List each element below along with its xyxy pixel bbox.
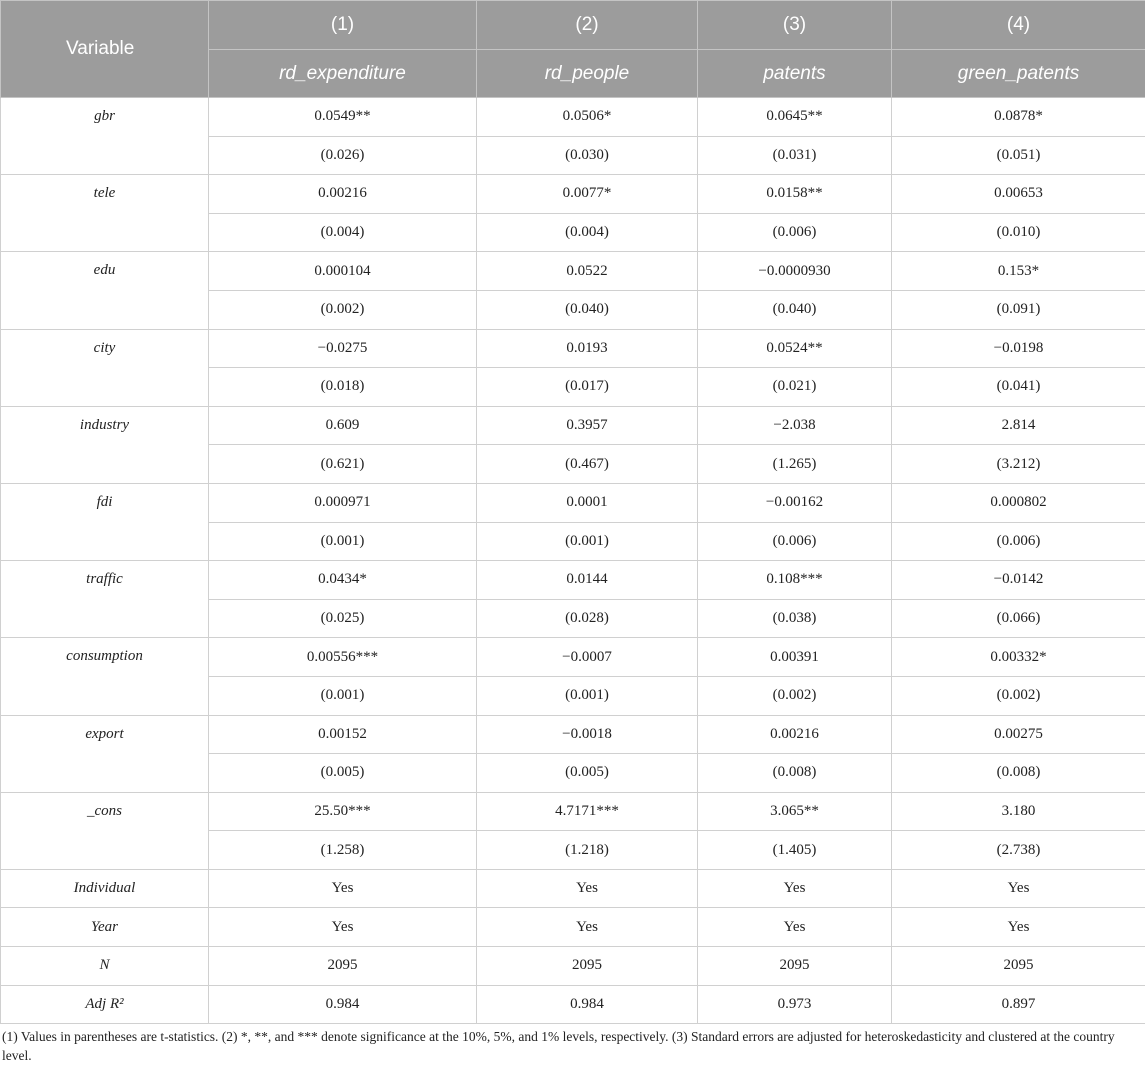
table-row-coef [1, 175, 1145, 214]
coefficient-cell: −0.0275 [209, 329, 477, 368]
coefficient-cell: 2.814 [892, 406, 1145, 445]
standard-error-cell: (0.051) [892, 136, 1145, 175]
table-row-coef [1, 98, 1145, 137]
control-value-cell: 0.984 [477, 985, 698, 1024]
header-depvar-4: green_patents [892, 50, 1145, 98]
standard-error-cell: (0.010) [892, 213, 1145, 252]
table-row-control [1, 869, 1145, 908]
control-value-cell: 2095 [209, 947, 477, 986]
control-value-cell: 0.897 [892, 985, 1145, 1024]
control-value-cell: Yes [698, 908, 892, 947]
standard-error-cell: (0.006) [698, 213, 892, 252]
coefficient-cell: 3.180 [892, 792, 1145, 831]
table-row-coef [1, 329, 1145, 368]
header-depvar-3: patents [698, 50, 892, 98]
coefficient-cell: −0.0000930 [698, 252, 892, 291]
header-model-3: (3) [698, 1, 892, 50]
variable-name: export [1, 715, 209, 792]
standard-error-cell: (0.005) [209, 754, 477, 793]
table-row-control [1, 985, 1145, 1024]
control-value-cell: Yes [477, 908, 698, 947]
standard-error-cell: (0.028) [477, 599, 698, 638]
variable-name: industry [1, 406, 209, 483]
coefficient-cell: 25.50*** [209, 792, 477, 831]
table-row-coef [1, 561, 1145, 600]
coefficient-cell: −0.0198 [892, 329, 1145, 368]
standard-error-cell: (0.008) [892, 754, 1145, 793]
coefficient-cell: 0.00391 [698, 638, 892, 677]
standard-error-cell: (0.621) [209, 445, 477, 484]
table-body [1, 98, 1145, 1024]
header-variable: Variable [1, 1, 209, 98]
coefficient-cell: 0.3957 [477, 406, 698, 445]
table-row-coef [1, 406, 1145, 445]
coefficient-cell: 3.065** [698, 792, 892, 831]
control-name: Individual [1, 869, 209, 908]
standard-error-cell: (0.001) [209, 676, 477, 715]
variable-name: gbr [1, 98, 209, 175]
standard-error-cell: (0.005) [477, 754, 698, 793]
standard-error-cell: (1.258) [209, 831, 477, 870]
table-row-coef [1, 638, 1145, 677]
standard-error-cell: (0.001) [477, 522, 698, 561]
header-model-1: (1) [209, 1, 477, 50]
standard-error-cell: (0.026) [209, 136, 477, 175]
coefficient-cell: 0.0193 [477, 329, 698, 368]
standard-error-cell: (0.467) [477, 445, 698, 484]
header-model-2: (2) [477, 1, 698, 50]
standard-error-cell: (0.017) [477, 368, 698, 407]
coefficient-cell: 0.000104 [209, 252, 477, 291]
control-value-cell: Yes [892, 908, 1145, 947]
standard-error-cell: (0.091) [892, 290, 1145, 329]
coefficient-cell: 0.0645** [698, 98, 892, 137]
table-row-control [1, 947, 1145, 986]
control-value-cell: Yes [477, 869, 698, 908]
standard-error-cell: (0.001) [477, 676, 698, 715]
variable-name: traffic [1, 561, 209, 638]
variable-name: consumption [1, 638, 209, 715]
coefficient-cell: 0.0144 [477, 561, 698, 600]
coefficient-cell: 0.0524** [698, 329, 892, 368]
coefficient-cell: 0.000802 [892, 483, 1145, 522]
standard-error-cell: (0.001) [209, 522, 477, 561]
table-row-coef [1, 252, 1145, 291]
coefficient-cell: −0.00162 [698, 483, 892, 522]
standard-error-cell: (0.021) [698, 368, 892, 407]
standard-error-cell: (0.066) [892, 599, 1145, 638]
variable-name: city [1, 329, 209, 406]
control-name: N [1, 947, 209, 986]
control-value-cell: 0.973 [698, 985, 892, 1024]
variable-name: fdi [1, 483, 209, 560]
variable-name: _cons [1, 792, 209, 869]
standard-error-cell: (1.265) [698, 445, 892, 484]
standard-error-cell: (0.040) [698, 290, 892, 329]
standard-error-cell: (0.030) [477, 136, 698, 175]
variable-name: tele [1, 175, 209, 252]
coefficient-cell: 0.00216 [698, 715, 892, 754]
standard-error-cell: (0.038) [698, 599, 892, 638]
table-header [1, 1, 1145, 98]
standard-error-cell: (2.738) [892, 831, 1145, 870]
coefficient-cell: 0.0522 [477, 252, 698, 291]
standard-error-cell: (0.008) [698, 754, 892, 793]
coefficient-cell: 0.00152 [209, 715, 477, 754]
coefficient-cell: −0.0018 [477, 715, 698, 754]
standard-error-cell: (1.218) [477, 831, 698, 870]
control-value-cell: Yes [892, 869, 1145, 908]
variable-name: edu [1, 252, 209, 329]
standard-error-cell: (0.031) [698, 136, 892, 175]
coefficient-cell: 4.7171*** [477, 792, 698, 831]
standard-error-cell: (0.002) [209, 290, 477, 329]
standard-error-cell: (0.002) [698, 676, 892, 715]
header-depvar-2: rd_people [477, 50, 698, 98]
control-value-cell: 2095 [698, 947, 892, 986]
control-value-cell: 2095 [892, 947, 1145, 986]
coefficient-cell: 0.00275 [892, 715, 1145, 754]
standard-error-cell: (1.405) [698, 831, 892, 870]
table-row-coef [1, 483, 1145, 522]
coefficient-cell: 0.609 [209, 406, 477, 445]
coefficient-cell: 0.00556*** [209, 638, 477, 677]
coefficient-cell: −0.0142 [892, 561, 1145, 600]
standard-error-cell: (0.004) [477, 213, 698, 252]
coefficient-cell: 0.000971 [209, 483, 477, 522]
coefficient-cell: 0.0001 [477, 483, 698, 522]
control-value-cell: 2095 [477, 947, 698, 986]
coefficient-cell: 0.0158** [698, 175, 892, 214]
table-footnote: (1) Values in parentheses are t-statistics. (2) *, **, and *** denote significance at the 10%, 5%, and 1% levels, respectively. (3) Standard errors are adjusted for heteroskedasticity and clustered at the country level. [2, 1029, 1115, 1063]
table-row-control [1, 908, 1145, 947]
table-row-coef [1, 715, 1145, 754]
coefficient-cell: 0.0878* [892, 98, 1145, 137]
coefficient-cell: 0.153* [892, 252, 1145, 291]
coefficient-cell: 0.00216 [209, 175, 477, 214]
standard-error-cell: (0.004) [209, 213, 477, 252]
coefficient-cell: 0.108*** [698, 561, 892, 600]
standard-error-cell: (3.212) [892, 445, 1145, 484]
control-name: Adj R² [1, 985, 209, 1024]
coefficient-cell: 0.00653 [892, 175, 1145, 214]
header-row-model-numbers [1, 1, 1145, 50]
standard-error-cell: (0.025) [209, 599, 477, 638]
coefficient-cell: −0.0007 [477, 638, 698, 677]
header-model-4: (4) [892, 1, 1145, 50]
standard-error-cell: (0.040) [477, 290, 698, 329]
standard-error-cell: (0.002) [892, 676, 1145, 715]
standard-error-cell: (0.006) [892, 522, 1145, 561]
header-depvar-1: rd_expenditure [209, 50, 477, 98]
control-value-cell: 0.984 [209, 985, 477, 1024]
table-row-coef [1, 792, 1145, 831]
coefficient-cell: 0.0434* [209, 561, 477, 600]
coefficient-cell: 0.00332* [892, 638, 1145, 677]
standard-error-cell: (0.006) [698, 522, 892, 561]
coefficient-cell: 0.0549** [209, 98, 477, 137]
control-value-cell: Yes [698, 869, 892, 908]
control-name: Year [1, 908, 209, 947]
control-value-cell: Yes [209, 869, 477, 908]
coefficient-cell: −2.038 [698, 406, 892, 445]
standard-error-cell: (0.041) [892, 368, 1145, 407]
control-value-cell: Yes [209, 908, 477, 947]
coefficient-cell: 0.0077* [477, 175, 698, 214]
coefficient-cell: 0.0506* [477, 98, 698, 137]
standard-error-cell: (0.018) [209, 368, 477, 407]
